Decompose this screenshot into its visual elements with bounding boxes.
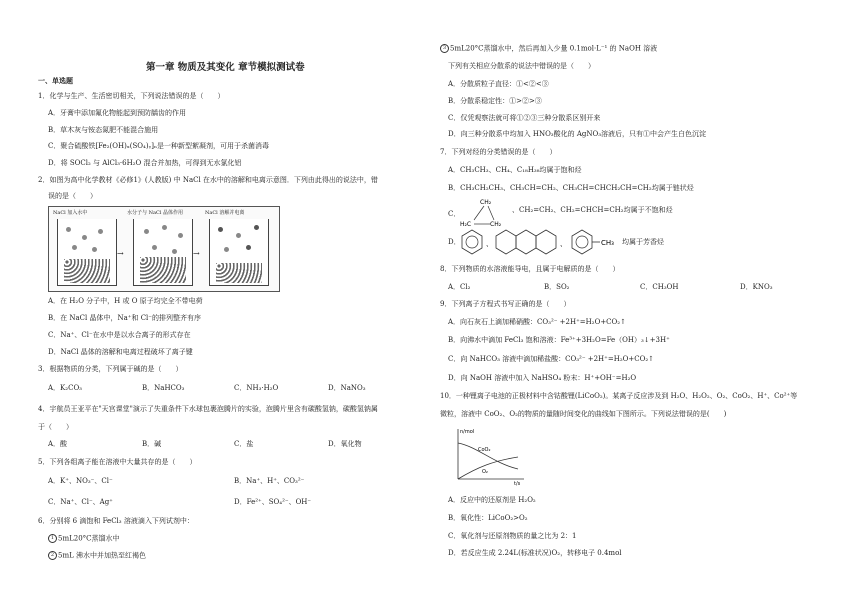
water-molecule [178, 233, 183, 238]
q10-stem-line2: 微粒，溶液中 CoO₂、O₂的物质的量随时间变化的曲线如下图所示。下列说法错误的是( ) [440, 410, 727, 418]
q3-stem: 3．根据物质的分类，下列属于碱的是（ ） [38, 365, 183, 373]
q4-stem-line2: 于（ ） [38, 423, 73, 431]
q1-option-d: D．将 SOCl₂ 与 AlCl₃·6H₂O 混合并加热，可得到无水氯化铝 [48, 159, 242, 167]
q4-option-a: A．酸 [48, 440, 68, 448]
q8-option-b: B．SO₂ [544, 283, 570, 291]
q5-option-b: B．Na⁺、H⁺、CO₃²⁻ [234, 477, 305, 485]
q5-option-d: D．Fe²⁺、SO₄²⁻、OH⁻ [234, 498, 312, 506]
q6-item-1-text: 5mL20°C蒸馏水中 [58, 534, 120, 543]
q6-question: 下列有关相应分散系的说法中错误的是（ ） [448, 62, 595, 70]
water-molecule [92, 247, 97, 252]
q6-item-2 [48, 551, 146, 561]
aromatic-structures [460, 228, 640, 256]
q3-option-b: B．NaHCO₃ [142, 384, 185, 392]
q6-item-2-text: 5mL 沸水中并加热至红褐色 [58, 551, 146, 560]
q5-option-c: C．Na⁺、Cl⁻、Ag⁺ [48, 498, 113, 506]
q6-option-d: D．向三种分散系中均加入 HNO₃酸化的 AgNO₃溶液后，只有①中会产生白色沉淀 [448, 130, 707, 138]
x-axis-label: t/s [514, 481, 521, 487]
svg-text:、: 、 [560, 240, 567, 248]
water-molecule [66, 227, 71, 232]
ch3-label: CH₃ [601, 239, 614, 247]
q2-option-c: C．Na⁺、Cl⁻在水中是以水合离子的形式存在 [48, 331, 191, 339]
water-molecule [172, 249, 177, 254]
q10-option-a: A．反应中的还原剂是 H₂O₂ [448, 496, 536, 504]
h2c-label: H₂C [460, 221, 472, 228]
beaker-1 [57, 219, 117, 286]
q4-stem-line1: 4．宇航员王亚平在"天宫课堂"演示了失重条件下水球包裹泡腾片的实验，泡腾片里含有碳酸氢钠，碳酸氢钠属 [38, 405, 378, 413]
q7-option-d-tail: 均属于芳香烃 [622, 238, 664, 246]
q6-item-1 [48, 534, 120, 544]
hydrated-ion [224, 247, 229, 252]
q6-stem: 6．分别将 6 滴饱和 FeCl₃ 溶液滴入下列试剂中： [38, 517, 194, 525]
cyclopropane-structure [460, 196, 508, 232]
q8-option-d: D．KNO₃ [740, 283, 773, 291]
q9-option-b: B．向沸水中滴加 FeCl₃ 饱和溶液：Fe³⁺+3H₂O=Fe（OH）₃↓+3H⁺ [448, 336, 670, 344]
q3-option-a: A．K₂CO₃ [48, 384, 82, 392]
q8-option-a: A．Cl₂ [448, 283, 471, 291]
water-molecule [72, 245, 77, 250]
water-molecule [98, 229, 103, 234]
hydrated-ion [236, 233, 241, 238]
q10-option-b: B．氧化性：LiCoO₂>O₂ [448, 514, 528, 522]
arrow-icon: → [117, 249, 124, 258]
q1-stem: 1．化学与生产、生活密切相关，下列说法错误的是（ ） [38, 92, 225, 100]
q7-stem: 7．下列对经的分类错误的是（ ） [440, 148, 557, 156]
q5-stem: 5．下列各组离子能在溶液中大量共存的是（ ） [38, 458, 197, 466]
page-title: 第一章 物质及其变化 章节模拟测试卷 [146, 62, 305, 73]
toluene-structure [572, 230, 614, 254]
q10-option-d: D．若反应生成 2.24L(标准状况)O₂，转移电子 0.4mol [448, 549, 622, 557]
q9-option-c: C．向 NaHCO₃ 溶液中滴加稀盐酸：CO₃²⁻ +2H⁺=H₂O+CO₂↑ [448, 355, 655, 363]
q6-option-c: C．仅凭观察法就可将①②③三种分散系区别开来 [448, 114, 601, 122]
q10-option-c: C．氧化剂与还原剂物质的量之比为 2：1 [448, 532, 577, 540]
circled-number: 1 [48, 534, 57, 543]
ch2-top-label: CH₂ [480, 199, 492, 206]
q6-option-b: B．分散系稳定性：①>②>③ [448, 97, 542, 105]
q2-stem-line1: 2．如图为高中化学教材《必修1》(人教版) 中 NaCl 在水中的溶解和电离示意图．下列由此得出的说法中，错 [38, 176, 378, 184]
benzene-ring [462, 230, 482, 254]
ch2-right-label: CH₂ [490, 221, 502, 228]
o2-curve [458, 457, 518, 479]
q9-stem: 9．下列离子方程式书写正确的是（ ） [440, 300, 571, 308]
water-molecule [82, 235, 87, 240]
anthracene-structure [496, 230, 556, 254]
circled-number: 2 [48, 551, 57, 560]
q10-stem-line1: 10．一种锂离子电池的正极材料中含钴酸锂(LiCoO₂)。某离子反应涉及到 H₂O、H₂O₂、O₂、CoO₂、H⁺、Co²⁺等 [440, 392, 798, 400]
q8-option-c: C．CH₃OH [640, 283, 679, 291]
arrow-icon: → [193, 249, 200, 258]
q1-option-c: C．聚合硫酸铁[Fe₂(OH)ₓ(SO₄)ᵧ]ₙ是一种新型絮凝剂，可用于杀菌消毒 [48, 142, 269, 150]
q3-option-c: C．NH₃·H₂O [234, 384, 279, 392]
hydrated-ion [254, 225, 259, 230]
q2-option-d: D．NaCl 晶体的溶解和电离过程破坏了离子键 [48, 348, 193, 356]
water-molecule [152, 245, 157, 250]
q7-option-d-label: D． [448, 238, 461, 246]
water-molecule [144, 229, 149, 234]
nacl-crystal [140, 257, 186, 283]
fig-caption-2: 水分子与 NaCl 晶体作用 [127, 210, 183, 216]
y-axis-label: n/mol [460, 429, 475, 435]
hydrated-ion [218, 227, 223, 232]
q4-option-c: C．盐 [234, 440, 254, 448]
svg-text:、: 、 [486, 240, 493, 248]
q7-option-c-label: C． [448, 210, 461, 218]
q5-option-a: A．K⁺、NO₃⁻、Cl⁻ [48, 477, 113, 485]
water-molecule [162, 225, 167, 230]
q7-option-a: A．CH₃CH₃、CH₄、C₁₈H₃₈均属于饱和烃 [448, 166, 582, 174]
fig-caption-3: NaCl 溶解并电离 [205, 210, 245, 216]
section-heading: 一、单选题 [38, 76, 73, 85]
beaker-3 [209, 219, 269, 286]
o2-label: O₂ [482, 469, 488, 475]
circled-number: 3 [440, 44, 449, 53]
q8-stem: 8．下列物质的水溶液能导电，且属于电解质的是（ ） [440, 265, 620, 273]
cooo2-label: CoO₂ [478, 447, 491, 453]
q2-option-b: B．在 NaCl 晶体中，Na⁺和 Cl⁻的排列整齐有序 [48, 314, 201, 322]
q7-option-c-tail: 、CH₂=CH₂、CH₂=CHCH=CH₂均属于不饱和烃 [512, 206, 673, 214]
fig-caption-1: NaCl 加入水中 [53, 210, 88, 216]
q4-option-d: D．氧化物 [328, 440, 362, 448]
q1-option-a: A．牙膏中添加氟化物能起到预防龋齿的作用 [48, 109, 187, 117]
q6-item-3-text: 5mL20°C蒸馏水中，然后再加入少量 0.1mol·L⁻¹ 的 NaOH 溶液 [450, 44, 658, 53]
q6-item-3 [440, 44, 657, 54]
nacl-dissolution-figure [48, 206, 280, 292]
cooo2-o2-graph [448, 425, 528, 487]
q9-option-d: D．向 NaOH 溶液中加入 NaHSO₄ 粉末：H⁺+OH⁻=H₂O [448, 374, 637, 382]
q6-option-a: A．分散质粒子直径：①<②<③ [448, 80, 549, 88]
q1-option-b: B．草木灰与铵态氮肥不能混合施用 [48, 126, 159, 134]
nacl-crystal [64, 259, 110, 283]
q2-option-a: A．在 H₂O 分子中，H 或 O 原子均完全不带电荷 [48, 297, 203, 305]
q3-option-d: D．NaNO₃ [328, 384, 366, 392]
beaker-2 [133, 219, 193, 286]
nacl-crystal [216, 263, 262, 283]
q7-option-b: B．CH₃CH₂CH₃、CH₃CH=CH₂、CH₃CH=CHCH₂CH=CH₂均属于链状烃 [448, 184, 694, 192]
q9-option-a: A．向石灰石上滴加稀硝酸：CO₃²⁻ +2H⁺=H₂O+CO₂↑ [448, 318, 626, 326]
q4-option-b: B．碱 [142, 440, 162, 448]
q2-stem-line2: 误的是（ ） [48, 192, 97, 200]
hydrated-ion [246, 245, 251, 250]
